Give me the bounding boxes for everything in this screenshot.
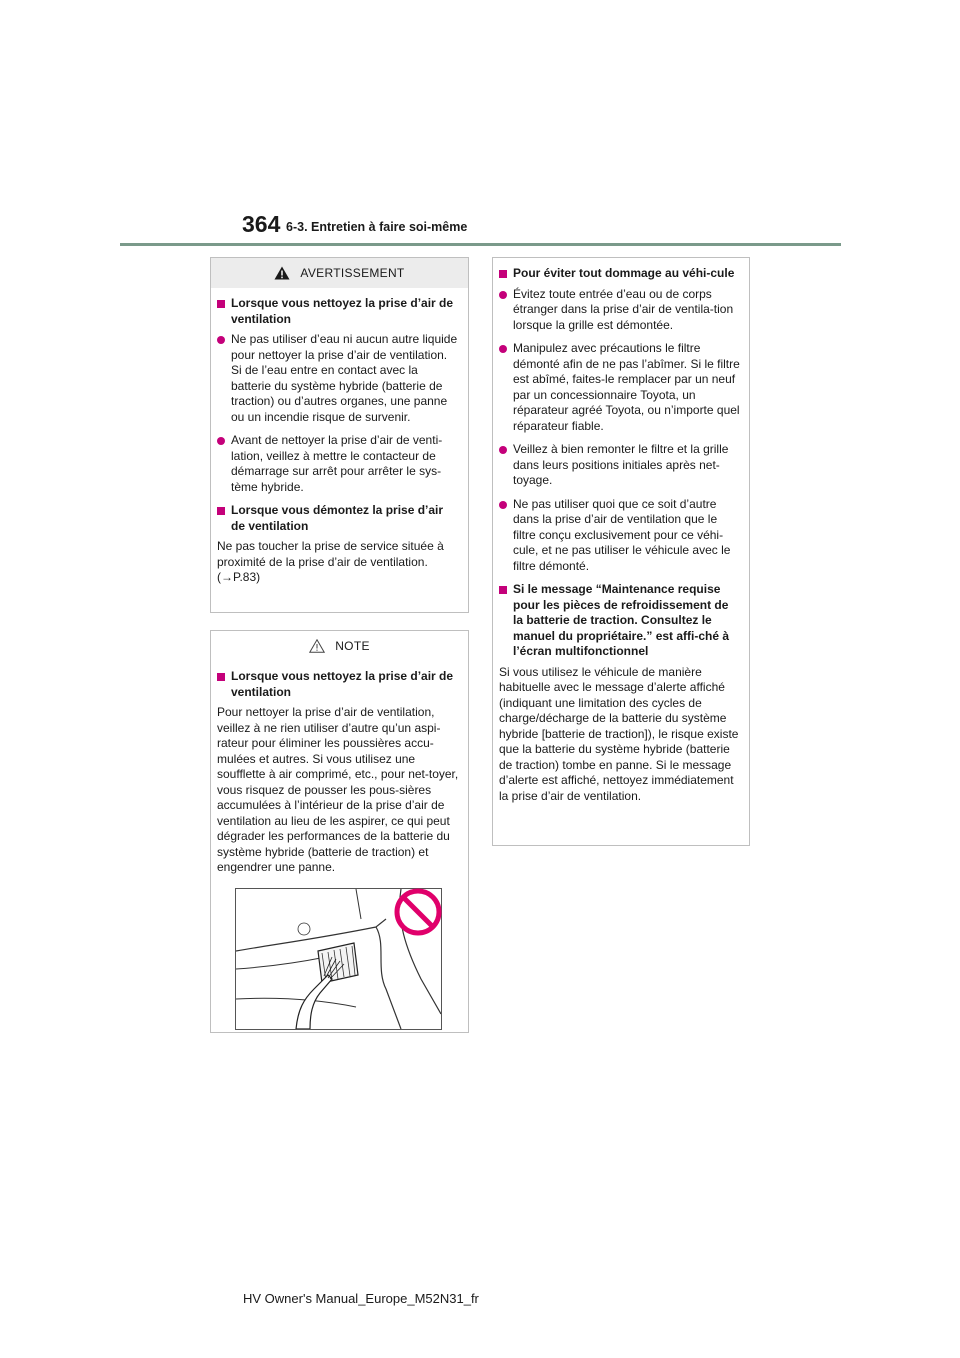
right-bullet-filter-care-text: Manipulez avec précautions le filtre démonté afin de ne pas l’abîmer. Si le filtre est abîmé, faites-le remplacer par un neuf par un concessionnaire Toyota, un réparateur agréé Toyota, ou n’importe quel réparateur fiable.: [513, 341, 740, 433]
right-heading-maintenance-message: [499, 582, 741, 660]
round-bullet-icon: [499, 345, 507, 353]
prohibition-icon: [393, 887, 443, 937]
round-bullet-icon: [499, 446, 507, 454]
warning-bullet-switch-off: [217, 433, 460, 495]
right-bullet-water: [499, 287, 741, 334]
right-bullet-filter-only: [499, 497, 741, 575]
square-bullet-icon: [217, 507, 225, 515]
footer-manual-id: HV Owner's Manual_Europe_M52N31_fr: [243, 1291, 479, 1306]
round-bullet-icon: [499, 501, 507, 509]
right-maintenance-paragraph: Si vous utilisez le véhicule de manière habituelle avec le message d’alerte affiché (indiquant une limitation des cycles de charge/décharge de la batterie du système hybride [batterie de traction]), le risque existe que la batterie du système hybride (batterie de traction) tombe en panne. Si le message d’alerte est affiché, nettoyez immédiatement la prise d’air de ventilation.: [499, 664, 739, 803]
square-bullet-icon: [217, 673, 225, 681]
right-bullet-reinstall-text: Veillez à bien remonter le filtre et la grille dans leurs positions initiales après net-toyage.: [513, 442, 729, 487]
right-bullet-reinstall: [499, 442, 741, 489]
warning-bullet-no-liquid: [217, 332, 460, 425]
right-bullet-filter-care: [499, 341, 741, 434]
right-box: [492, 257, 750, 846]
note-box-header: [211, 631, 468, 661]
round-bullet-icon: [217, 336, 225, 344]
round-bullet-icon: [499, 291, 507, 299]
page-number: 364: [242, 211, 281, 237]
caution-triangle-icon: [309, 639, 325, 653]
warning-box: [210, 257, 469, 613]
note-paragraph: Pour nettoyer la prise d’air de ventilation, veillez à ne rien utiliser d’autre qu’un aspi-rateur pour éliminer les poussières accu-mulées et autres. Si vous utilisez une soufflette à air comprimé, etc., pour net-toyer, vous risquez de pousser les pous-sières accumulées à l’intérieur de la prise d’air de ventilation au lieu de les aspirer, ce qui peut dégrader les performances de la batterie du système hybride (batterie de traction) et engendrer une panne.: [217, 705, 459, 874]
square-bullet-icon: [499, 270, 507, 278]
warning-title: AVERTISSEMENT: [300, 266, 405, 280]
header-rule: [120, 243, 841, 246]
warning-service-plug-text: Ne pas toucher la prise de service située à proximité de la prise d’air de ventilation. (→P.83): [217, 539, 444, 584]
note-title: NOTE: [335, 639, 370, 653]
warning-heading-removing-text: Lorsque vous démontez la prise d’air de ventilation: [231, 503, 444, 533]
note-heading-cleaning-text: Lorsque vous nettoyez la prise d’air de ventilation: [231, 669, 454, 699]
warning-heading-cleaning: [217, 296, 460, 327]
warning-bullet-switch-off-text: Avant de nettoyer la prise d’air de venti-lation, veillez à mettre le contacteur de démarrage sur arrêt pour arrêter le sys-tème hybride.: [231, 433, 443, 494]
note-box: [210, 630, 469, 1033]
warning-bullet-no-liquid-text: Ne pas utiliser d’eau ni aucun autre liquide pour nettoyer la prise d’air de ventilation. Si de l’eau entre en contact avec la batterie du système hybride (batterie de traction) ou d’autres organes, une panne ou un incendie risque de survenir.: [231, 332, 458, 424]
warning-heading-removing: [217, 503, 460, 534]
right-heading-maintenance-message-text: Si le message “Maintenance requise pour les pièces de refroidissement de la batterie de traction. Consultez le manuel du propriétaire.” est affi-ché à l’écran multifonctionnel: [513, 582, 730, 658]
right-bullet-filter-only-text: Ne pas utiliser quoi que ce soit d’autre dans la prise d’air de ventilation que le filtre conçu exclusivement pour ce véhi-cule, et ne pas utiliser le véhicule avec le filtre démonté.: [513, 496, 731, 573]
vent-cleaning-illustration: [235, 888, 442, 1030]
square-bullet-icon: [499, 586, 507, 594]
warning-triangle-icon: [274, 266, 290, 280]
note-heading-cleaning: [217, 669, 460, 700]
warning-box-header: [211, 258, 468, 288]
section-title: 6-3. Entretien à faire soi-même: [286, 220, 468, 234]
right-heading-avoid-damage: [499, 266, 741, 282]
right-heading-avoid-damage-text: Pour éviter tout dommage au véhi-cule: [513, 266, 735, 280]
square-bullet-icon: [217, 300, 225, 308]
warning-heading-cleaning-text: Lorsque vous nettoyez la prise d’air de ventilation: [231, 296, 454, 326]
right-bullet-water-text: Évitez toute entrée d’eau ou de corps étranger dans la prise d’air de ventila-tion lorsque la grille est démontée.: [513, 286, 734, 332]
round-bullet-icon: [217, 437, 225, 445]
